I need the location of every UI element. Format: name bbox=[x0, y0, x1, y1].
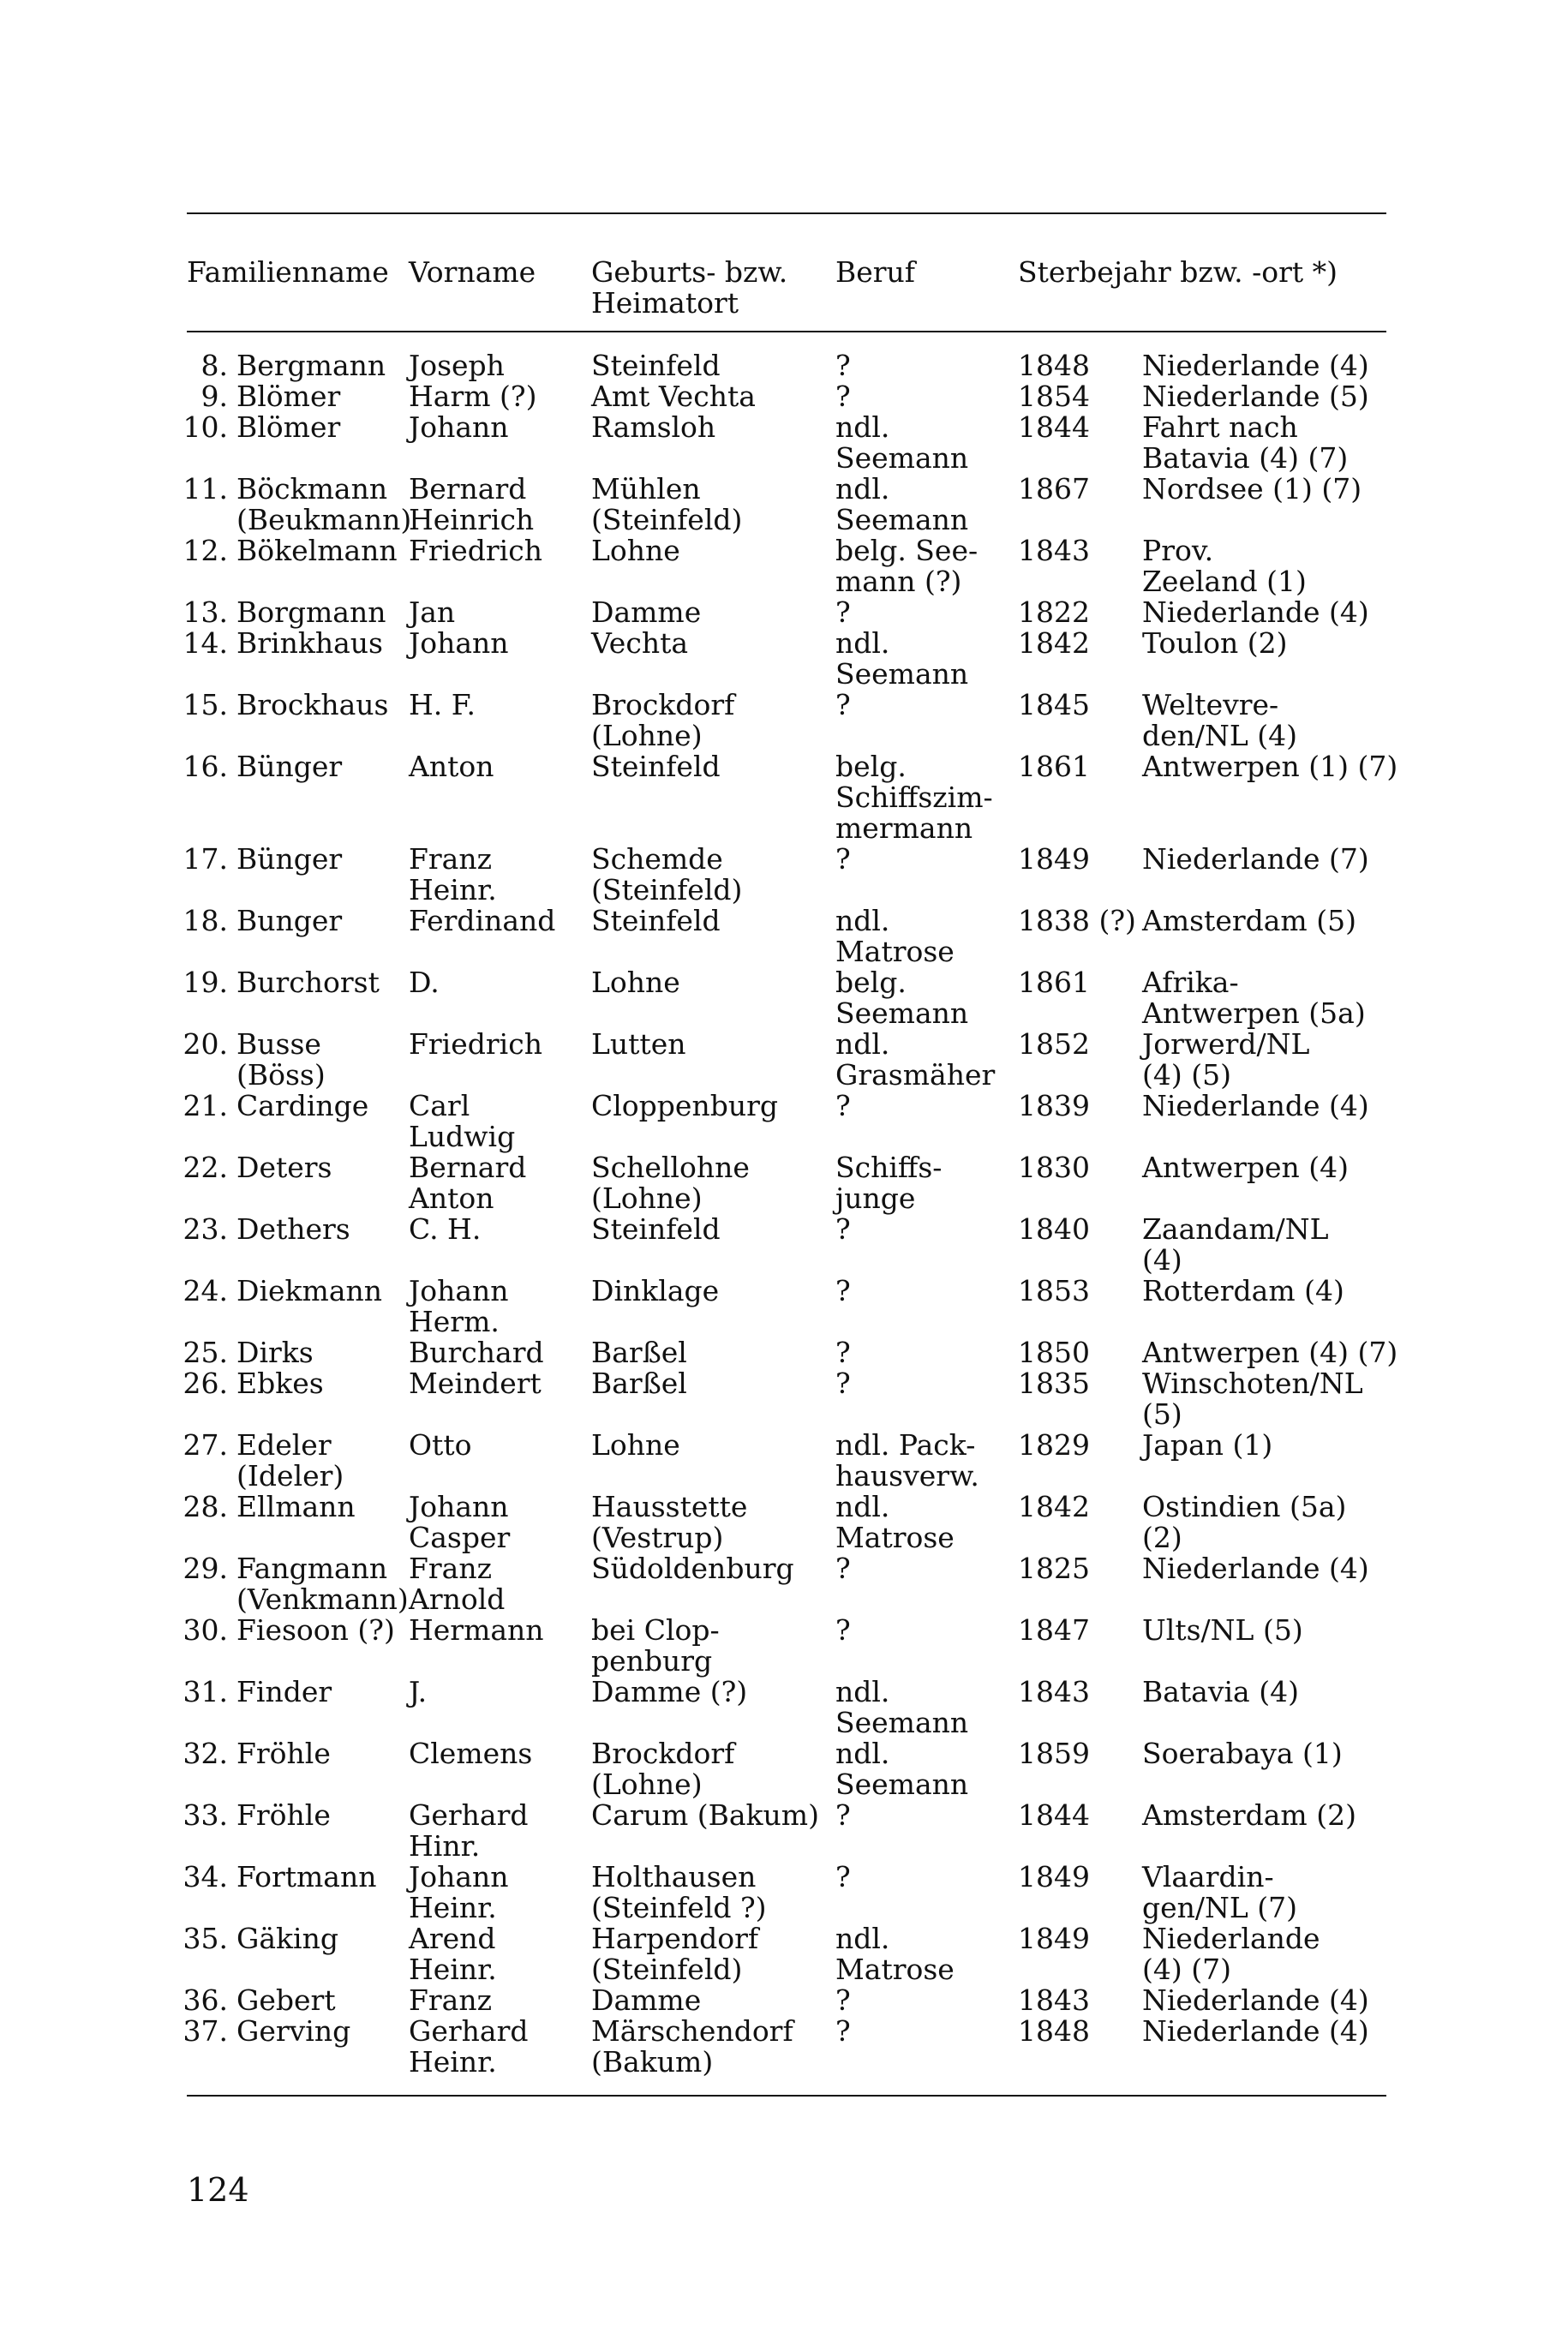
row-number: 10. bbox=[183, 410, 228, 444]
cell-familienname: Böckmann (Beukmann) bbox=[236, 472, 412, 536]
table-header-rule bbox=[187, 331, 1386, 332]
cell-vorname: C. H. bbox=[409, 1212, 482, 1246]
cell-familienname: Bökelmann bbox=[236, 534, 398, 567]
row-number: 19. bbox=[183, 966, 228, 999]
cell-sterbeort: Antwerpen (1) (7) bbox=[1142, 750, 1398, 783]
cell-sterbejahr: 1845 bbox=[1018, 688, 1090, 721]
cell-sterbeort: Niederlande (4) bbox=[1142, 349, 1369, 382]
cell-sterbeort: Amsterdam (5) bbox=[1142, 904, 1356, 937]
table-row bbox=[0, 906, 1568, 967]
cell-beruf: ndl. Seemann bbox=[835, 1675, 969, 1739]
cell-sterbeort: Amsterdam (2) bbox=[1142, 1798, 1356, 1832]
cell-vorname: J. bbox=[409, 1675, 428, 1708]
header-vorname: Vorname bbox=[409, 255, 536, 289]
table-row bbox=[0, 1492, 1568, 1553]
cell-beruf: ? bbox=[835, 1860, 851, 1893]
cell-vorname: Johann Heinr. bbox=[409, 1860, 509, 1924]
cell-beruf: ? bbox=[835, 349, 851, 382]
row-number: 11. bbox=[183, 472, 228, 505]
table-row bbox=[0, 967, 1568, 1029]
cell-geburtsort: Damme bbox=[591, 1983, 702, 2017]
row-number: 20. bbox=[183, 1027, 228, 1061]
table-row bbox=[0, 1862, 1568, 1923]
cell-vorname: Clemens bbox=[409, 1737, 533, 1770]
cell-familienname: Brockhaus bbox=[236, 688, 389, 721]
cell-sterbeort: Afrika- Antwerpen (5a) bbox=[1142, 966, 1366, 1030]
row-number: 28. bbox=[183, 1490, 228, 1523]
cell-geburtsort: Lohne bbox=[591, 534, 680, 567]
cell-geburtsort: Carum (Bakum) bbox=[591, 1798, 819, 1832]
cell-beruf: ndl. Seemann bbox=[835, 472, 969, 536]
cell-familienname: Finder bbox=[236, 1675, 332, 1708]
table-row bbox=[0, 1923, 1568, 1985]
cell-familienname: Gäking bbox=[236, 1922, 338, 1955]
cell-familienname: Gerving bbox=[236, 2014, 351, 2048]
table-row bbox=[0, 1430, 1568, 1492]
cell-sterbejahr: 1844 bbox=[1018, 410, 1090, 444]
cell-geburtsort: Harpendorf (Steinfeld) bbox=[591, 1922, 759, 1986]
cell-beruf: ndl. Matrose bbox=[835, 1922, 955, 1986]
cell-familienname: Fortmann bbox=[236, 1860, 377, 1893]
cell-sterbejahr: 1840 bbox=[1018, 1212, 1090, 1246]
cell-beruf: ndl. Matrose bbox=[835, 904, 955, 968]
table-row bbox=[0, 1152, 1568, 1214]
cell-vorname: Friedrich bbox=[409, 1027, 542, 1061]
cell-geburtsort: Steinfeld bbox=[591, 1212, 721, 1246]
row-number: 30. bbox=[183, 1613, 228, 1647]
table-bottom-rule bbox=[187, 2095, 1386, 2097]
cell-geburtsort: Märschendorf (Bakum) bbox=[591, 2014, 793, 2079]
table-row bbox=[0, 1677, 1568, 1738]
cell-familienname: Diekmann bbox=[236, 1274, 383, 1307]
cell-vorname: H. F. bbox=[409, 688, 476, 721]
cell-sterbejahr: 1847 bbox=[1018, 1613, 1090, 1647]
cell-sterbeort: Jorwerd/NL (4) (5) bbox=[1142, 1027, 1310, 1092]
row-number: 18. bbox=[183, 904, 228, 937]
table-row bbox=[0, 750, 1568, 845]
table-row bbox=[0, 1553, 1568, 1615]
cell-sterbeort: Batavia (4) bbox=[1142, 1675, 1299, 1708]
cell-sterbeort: Toulon (2) bbox=[1142, 626, 1288, 660]
cell-sterbeort: Niederlande (5) bbox=[1142, 380, 1369, 413]
cell-sterbejahr: 1852 bbox=[1018, 1027, 1090, 1061]
cell-familienname: Fröhle bbox=[236, 1798, 331, 1832]
row-number: 23. bbox=[183, 1212, 228, 1246]
cell-geburtsort: Steinfeld bbox=[591, 349, 721, 382]
cell-vorname: Friedrich bbox=[409, 534, 542, 567]
cell-familienname: Deters bbox=[236, 1151, 332, 1184]
cell-sterbeort: Antwerpen (4) bbox=[1142, 1151, 1350, 1184]
cell-geburtsort: Damme bbox=[591, 595, 702, 629]
row-number: 33. bbox=[183, 1798, 228, 1832]
cell-sterbejahr: 1859 bbox=[1018, 1737, 1090, 1770]
cell-sterbejahr: 1843 bbox=[1018, 1675, 1090, 1708]
row-number: 17. bbox=[183, 842, 228, 876]
table-row bbox=[0, 1276, 1568, 1337]
cell-sterbejahr: 1838 (?) bbox=[1018, 904, 1136, 937]
cell-familienname: Dethers bbox=[236, 1212, 350, 1246]
cell-familienname: Ebkes bbox=[236, 1367, 324, 1400]
cell-beruf: ? bbox=[835, 1274, 851, 1307]
row-number: 25. bbox=[183, 1336, 228, 1369]
cell-familienname: Blömer bbox=[236, 410, 341, 444]
cell-vorname: Franz Heinr. bbox=[409, 842, 497, 906]
cell-sterbeort: Nordsee (1) (7) bbox=[1142, 472, 1362, 505]
cell-sterbejahr: 1844 bbox=[1018, 1798, 1090, 1832]
table-row bbox=[0, 844, 1568, 906]
cell-beruf: ? bbox=[835, 1367, 851, 1400]
cell-sterbejahr: 1861 bbox=[1018, 966, 1090, 999]
row-number: 27. bbox=[183, 1428, 228, 1462]
cell-sterbeort: Niederlande (4) (7) bbox=[1142, 1922, 1320, 1986]
cell-sterbejahr: 1825 bbox=[1018, 1552, 1090, 1585]
cell-familienname: Edeler (Ideler) bbox=[236, 1428, 344, 1493]
cell-sterbejahr: 1830 bbox=[1018, 1151, 1090, 1184]
cell-familienname: Cardinge bbox=[236, 1089, 369, 1122]
row-number: 37. bbox=[183, 2014, 228, 2048]
cell-beruf: ndl. Seemann bbox=[835, 410, 969, 475]
row-number: 15. bbox=[183, 688, 228, 721]
cell-sterbeort: Prov. Zeeland (1) bbox=[1142, 534, 1307, 598]
table-row bbox=[0, 412, 1568, 474]
cell-sterbeort: Antwerpen (4) (7) bbox=[1142, 1336, 1398, 1369]
cell-geburtsort: Ramsloh bbox=[591, 410, 716, 444]
cell-sterbejahr: 1822 bbox=[1018, 595, 1090, 629]
cell-beruf: ? bbox=[835, 1798, 851, 1832]
cell-sterbeort: Zaandam/NL (4) bbox=[1142, 1212, 1329, 1277]
cell-vorname: Harm (?) bbox=[409, 380, 537, 413]
cell-geburtsort: Mühlen (Steinfeld) bbox=[591, 472, 743, 536]
table-row bbox=[0, 1800, 1568, 1862]
cell-beruf: Schiffs- junge bbox=[835, 1151, 943, 1215]
row-number: 31. bbox=[183, 1675, 228, 1708]
cell-sterbejahr: 1848 bbox=[1018, 349, 1090, 382]
cell-beruf: ndl. Matrose bbox=[835, 1490, 955, 1554]
cell-sterbejahr: 1842 bbox=[1018, 626, 1090, 660]
table-row bbox=[0, 474, 1568, 535]
cell-geburtsort: Barßel bbox=[591, 1367, 687, 1400]
row-number: 32. bbox=[183, 1737, 228, 1770]
cell-geburtsort: Barßel bbox=[591, 1336, 687, 1369]
cell-familienname: Brinkhaus bbox=[236, 626, 383, 660]
row-number: 22. bbox=[183, 1151, 228, 1184]
cell-familienname: Fangmann (Venkmann) bbox=[236, 1552, 409, 1616]
cell-sterbeort: Soerabaya (1) bbox=[1142, 1737, 1343, 1770]
cell-beruf: ? bbox=[835, 595, 851, 629]
cell-sterbejahr: 1835 bbox=[1018, 1367, 1090, 1400]
cell-sterbeort: Rotterdam (4) bbox=[1142, 1274, 1344, 1307]
cell-sterbeort: Weltevre- den/NL (4) bbox=[1142, 688, 1298, 752]
cell-geburtsort: Lutten bbox=[591, 1027, 686, 1061]
cell-beruf: ndl. Seemann bbox=[835, 626, 969, 691]
cell-familienname: Burchorst bbox=[236, 966, 380, 999]
cell-sterbejahr: 1854 bbox=[1018, 380, 1090, 413]
row-number: 34. bbox=[183, 1860, 228, 1893]
cell-sterbejahr: 1850 bbox=[1018, 1336, 1090, 1369]
cell-vorname: D. bbox=[409, 966, 440, 999]
cell-vorname: Ferdinand bbox=[409, 904, 556, 937]
cell-familienname: Borgmann bbox=[236, 595, 386, 629]
cell-familienname: Bunger bbox=[236, 904, 343, 937]
table-row bbox=[0, 1029, 1568, 1091]
cell-geburtsort: Damme (?) bbox=[591, 1675, 748, 1708]
cell-vorname: Gerhard Heinr. bbox=[409, 2014, 529, 2079]
row-number: 35. bbox=[183, 1922, 228, 1955]
cell-familienname: Bünger bbox=[236, 750, 343, 783]
cell-familienname: Bünger bbox=[236, 842, 343, 876]
cell-vorname: Johann Herm. bbox=[409, 1274, 509, 1338]
row-number: 13. bbox=[183, 595, 228, 629]
row-number: 8. bbox=[200, 349, 228, 382]
cell-sterbeort: Niederlande (4) bbox=[1142, 1552, 1369, 1585]
cell-beruf: ? bbox=[835, 2014, 851, 2048]
cell-sterbeort: Japan (1) bbox=[1142, 1428, 1273, 1462]
page-number: 124 bbox=[187, 2171, 249, 2209]
cell-beruf: ndl. Pack- hausverw. bbox=[835, 1428, 979, 1493]
cell-familienname: Ellmann bbox=[236, 1490, 356, 1523]
cell-geburtsort: Cloppenburg bbox=[591, 1089, 778, 1122]
cell-beruf: ndl. Grasmäher bbox=[835, 1027, 996, 1092]
cell-geburtsort: Südoldenburg bbox=[591, 1552, 794, 1585]
cell-beruf: ? bbox=[835, 1983, 851, 2017]
cell-sterbeort: Ostindien (5a) (2) bbox=[1142, 1490, 1347, 1554]
cell-sterbejahr: 1849 bbox=[1018, 1860, 1090, 1893]
cell-beruf: ? bbox=[835, 1212, 851, 1246]
cell-vorname: Arend Heinr. bbox=[409, 1922, 497, 1986]
cell-familienname: Bergmann bbox=[236, 349, 386, 382]
table-row bbox=[0, 628, 1568, 690]
cell-vorname: Johann bbox=[409, 410, 509, 444]
row-number: 21. bbox=[183, 1089, 228, 1122]
row-number: 14. bbox=[183, 626, 228, 660]
cell-vorname: Johann bbox=[409, 626, 509, 660]
row-number: 9. bbox=[200, 380, 228, 413]
cell-geburtsort: Brockdorf (Lohne) bbox=[591, 688, 735, 752]
cell-geburtsort: Brockdorf (Lohne) bbox=[591, 1737, 735, 1801]
cell-geburtsort: Steinfeld bbox=[591, 904, 721, 937]
cell-sterbejahr: 1842 bbox=[1018, 1490, 1090, 1523]
cell-sterbeort: Niederlande (4) bbox=[1142, 1983, 1369, 2017]
cell-vorname: Franz Arnold bbox=[409, 1552, 506, 1616]
cell-beruf: ? bbox=[835, 380, 851, 413]
cell-geburtsort: Schellohne (Lohne) bbox=[591, 1151, 750, 1215]
cell-sterbeort: Ults/NL (5) bbox=[1142, 1613, 1303, 1647]
cell-sterbeort: Fahrt nach Batavia (4) (7) bbox=[1142, 410, 1349, 475]
cell-vorname: Anton bbox=[409, 750, 494, 783]
cell-vorname: Burchard bbox=[409, 1336, 544, 1369]
cell-sterbeort: Vlaardin- gen/NL (7) bbox=[1142, 1860, 1298, 1924]
table-top-rule bbox=[187, 212, 1386, 214]
table-row bbox=[0, 1214, 1568, 1276]
cell-geburtsort: Amt Vechta bbox=[591, 380, 756, 413]
cell-sterbejahr: 1867 bbox=[1018, 472, 1090, 505]
table-row bbox=[0, 2016, 1568, 2078]
cell-sterbejahr: 1829 bbox=[1018, 1428, 1090, 1462]
cell-familienname: Fiesoon (?) bbox=[236, 1613, 395, 1647]
cell-vorname: Johann Casper bbox=[409, 1490, 511, 1554]
cell-geburtsort: Holthausen (Steinfeld ?) bbox=[591, 1860, 767, 1924]
cell-sterbejahr: 1861 bbox=[1018, 750, 1090, 783]
cell-sterbejahr: 1839 bbox=[1018, 1089, 1090, 1122]
cell-sterbejahr: 1843 bbox=[1018, 534, 1090, 567]
cell-sterbejahr: 1853 bbox=[1018, 1274, 1090, 1307]
cell-sterbeort: Niederlande (7) bbox=[1142, 842, 1369, 876]
cell-vorname: Jan bbox=[409, 595, 456, 629]
cell-familienname: Blömer bbox=[236, 380, 341, 413]
cell-geburtsort: Lohne bbox=[591, 1428, 680, 1462]
cell-vorname: Gerhard Hinr. bbox=[409, 1798, 529, 1863]
row-number: 12. bbox=[183, 534, 228, 567]
cell-vorname: Hermann bbox=[409, 1613, 544, 1647]
cell-vorname: Franz bbox=[409, 1983, 492, 2017]
header-geburtsort: Geburts- bzw. Heimatort bbox=[591, 255, 788, 320]
cell-familienname: Busse (Böss) bbox=[236, 1027, 326, 1092]
cell-geburtsort: Steinfeld bbox=[591, 750, 721, 783]
row-number: 16. bbox=[183, 750, 228, 783]
cell-geburtsort: Dinklage bbox=[591, 1274, 720, 1307]
row-number: 29. bbox=[183, 1552, 228, 1585]
cell-vorname: Bernard Anton bbox=[409, 1151, 527, 1215]
cell-beruf: ? bbox=[835, 1613, 851, 1647]
cell-sterbeort: Niederlande (4) bbox=[1142, 2014, 1369, 2048]
table-row bbox=[0, 1091, 1568, 1152]
cell-geburtsort: Lohne bbox=[591, 966, 680, 999]
cell-geburtsort: Schemde (Steinfeld) bbox=[591, 842, 743, 906]
cell-beruf: ? bbox=[835, 1336, 851, 1369]
cell-sterbejahr: 1849 bbox=[1018, 842, 1090, 876]
cell-beruf: ndl. Seemann bbox=[835, 1737, 969, 1801]
header-familienname: Familienname bbox=[187, 255, 389, 289]
header-sterbejahr: Sterbejahr bzw. -ort *) bbox=[1018, 255, 1338, 289]
cell-beruf: ? bbox=[835, 1089, 851, 1122]
row-number: 36. bbox=[183, 1983, 228, 2017]
table-row bbox=[0, 1615, 1568, 1677]
cell-sterbejahr: 1849 bbox=[1018, 1922, 1090, 1955]
cell-vorname: Otto bbox=[409, 1428, 472, 1462]
cell-vorname: Carl Ludwig bbox=[409, 1089, 516, 1153]
cell-beruf: belg. Schiffszim- mermann bbox=[835, 750, 993, 845]
cell-familienname: Fröhle bbox=[236, 1737, 331, 1770]
cell-beruf: belg. See- mann (?) bbox=[835, 534, 979, 598]
cell-beruf: belg. Seemann bbox=[835, 966, 969, 1030]
cell-beruf: ? bbox=[835, 842, 851, 876]
table-row bbox=[0, 1368, 1568, 1430]
cell-sterbeort: Winschoten/NL (5) bbox=[1142, 1367, 1363, 1431]
cell-vorname: Bernard Heinrich bbox=[409, 472, 535, 536]
cell-geburtsort: Hausstette (Vestrup) bbox=[591, 1490, 748, 1554]
cell-sterbejahr: 1848 bbox=[1018, 2014, 1090, 2048]
table-row bbox=[0, 690, 1568, 751]
cell-sterbejahr: 1843 bbox=[1018, 1983, 1090, 2017]
cell-geburtsort: Vechta bbox=[591, 626, 689, 660]
table-row bbox=[0, 535, 1568, 597]
cell-beruf: ? bbox=[835, 1552, 851, 1585]
cell-familienname: Gebert bbox=[236, 1983, 336, 2017]
table-row bbox=[0, 1738, 1568, 1800]
cell-geburtsort: bei Clop- penburg bbox=[591, 1613, 720, 1678]
cell-beruf: ? bbox=[835, 688, 851, 721]
cell-sterbeort: Niederlande (4) bbox=[1142, 595, 1369, 629]
header-beruf: Beruf bbox=[835, 255, 916, 289]
row-number: 24. bbox=[183, 1274, 228, 1307]
row-number: 26. bbox=[183, 1367, 228, 1400]
cell-vorname: Joseph bbox=[409, 349, 505, 382]
cell-familienname: Dirks bbox=[236, 1336, 314, 1369]
cell-vorname: Meindert bbox=[409, 1367, 542, 1400]
cell-sterbeort: Niederlande (4) bbox=[1142, 1089, 1369, 1122]
